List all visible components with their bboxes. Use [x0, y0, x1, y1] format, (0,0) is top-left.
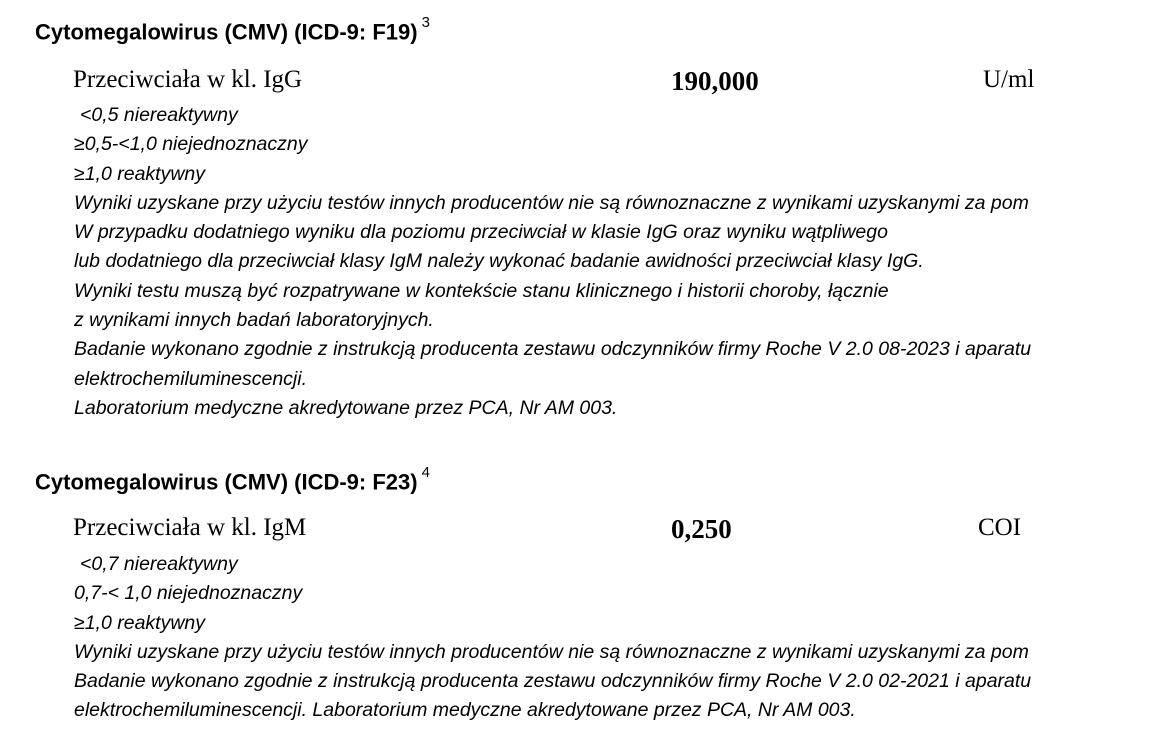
result-unit: U/ml	[983, 66, 1035, 93]
reference-range-line: ≥1,0 reaktywny	[74, 162, 206, 185]
result-label: Przeciwciała w kl. IgM	[73, 514, 307, 541]
result-row-igg	[0, 66, 1170, 100]
footnote-marker: 4	[421, 464, 430, 481]
note-line: Badanie wykonano zgodnie z instrukcją producenta zestawu odczynników firmy Roche V 2.0 08-2023 i aparatu	[74, 338, 1032, 361]
note-line: Badanie wykonano zgodnie z instrukcją producenta zestawu odczynników firmy Roche V 2.0 02-2021 i aparatu	[74, 670, 1032, 693]
result-unit: COI	[978, 514, 1022, 541]
note-line: Laboratorium medyczne akredytowane przez PCA, Nr AM 003.	[74, 396, 618, 419]
result-label: Przeciwciała w kl. IgG	[73, 66, 303, 93]
note-line: Wyniki uzyskane przy użyciu testów innych producentów nie są równoznaczne z wynikami uzyskanymi za pom	[74, 640, 1029, 663]
notes-igg	[74, 101, 1170, 423]
note-line: lub dodatniego dla przeciwciał klasy IgM należy wykonać badanie awidności przeciwciał klasy IgG.	[74, 250, 924, 273]
section-title-text: Cytomegalowirus (CMV) (ICD-9: F23)	[35, 469, 418, 495]
note-line: Wyniki testu muszą być rozpatrywane w kontekście stanu klinicznego i historii choroby, łącznie	[74, 279, 889, 302]
section-title-cmv-igm	[35, 464, 430, 495]
note-line: W przypadku dodatniego wyniku dla poziomu przeciwciał w klasie IgG oraz wyniku wątpliwego	[74, 221, 888, 244]
result-value: 0,250	[671, 514, 732, 544]
reference-range-line: ≥0,5-<1,0 niejednoznaczny	[74, 133, 308, 156]
reference-range-line: <0,5 niereaktywny	[80, 104, 238, 126]
reference-range-line: ≥1,0 reaktywny	[74, 611, 206, 634]
note-line: elektrochemiluminescencji.	[74, 367, 308, 390]
result-row-igm	[0, 514, 1170, 548]
reference-range-line: <0,7 niereaktywny	[80, 553, 238, 575]
footnote-marker: 3	[421, 14, 430, 31]
result-value: 190,000	[671, 66, 759, 96]
note-line: z wynikami innych badań laboratoryjnych.	[74, 309, 434, 332]
section-title-text: Cytomegalowirus (CMV) (ICD-9: F19)	[35, 19, 418, 45]
note-line: elektrochemiluminescencji. Laboratorium medyczne akredytowane przez PCA, Nr AM 003.	[74, 699, 856, 722]
section-title-cmv-igg	[35, 14, 430, 45]
reference-range-line: 0,7-< 1,0 niejednoznaczny	[74, 582, 303, 605]
note-line: Wyniki uzyskane przy użyciu testów innych producentów nie są równoznaczne z wynikami uzyskanymi za pom	[74, 191, 1029, 214]
notes-igm	[74, 550, 1170, 726]
